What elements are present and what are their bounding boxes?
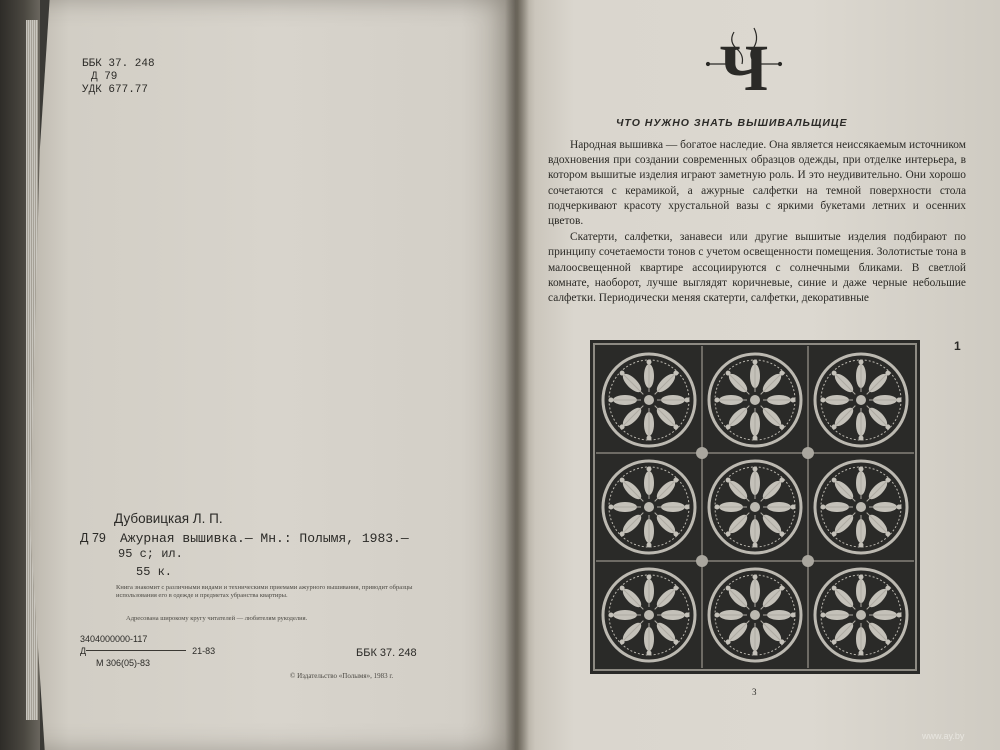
card-price: 55 к. xyxy=(136,565,173,579)
medallion xyxy=(603,461,695,553)
paragraph: Скатерти, салфетки, занавеси или другие вышитые изделия подбирают по принципу сочетаемости тонов с учетом освещенности помещения. Золотистые тона в малоосвещенной квартире ассоциируются с солнечными бликами. В светлой комнате, наоборот, лучше выглядят коричневые, синие и даже черные небольшие салфетки. Периодически меняя скатерти, салфетки, декоративные xyxy=(548,231,966,305)
m-code: М 306(05)-83 xyxy=(96,658,151,668)
medallion xyxy=(815,569,907,661)
figure-number: 1 xyxy=(954,339,961,353)
card-author: Дубовицкая Л. П. xyxy=(114,511,223,526)
class-code: Д 79 xyxy=(91,71,118,83)
copyright-line: © Издательство «Полымя», 1983 г. xyxy=(290,672,394,680)
card-bbk: ББК 37. 248 xyxy=(356,647,417,659)
medallion xyxy=(709,354,801,446)
isbn-fraction-row xyxy=(80,645,215,657)
card-class-code: Д 79 xyxy=(80,531,106,545)
bbk-code: ББК 37. 248 xyxy=(82,58,155,70)
watermark: www.ay.by xyxy=(922,731,965,741)
medallion xyxy=(815,461,907,553)
paragraph: Народная вышивка — богатое наследие. Она является неиссякаемым источником вдохновения при создании современных образцов одежды, при отделке интерьера, в котором вышитые изделия играют заметную роль. И это неудивительно. Они хорошо сочетаются с керамикой, а ажурные салфетки на темной поверхности стола подчеркивают красоту хрустальной вазы с яркими букетами летних и осенних цветов. xyxy=(548,139,966,228)
decorative-initial xyxy=(704,20,784,110)
chapter-title: ЧТО НУЖНО ЗНАТЬ ВЫШИВАЛЬЩИЦЕ xyxy=(616,117,848,129)
medallion xyxy=(709,461,801,553)
card-pages-line: 95 с; ил. xyxy=(118,547,183,561)
classification-codes xyxy=(82,58,155,97)
medallion xyxy=(815,354,907,446)
card-isbn-block xyxy=(80,633,215,669)
medallion xyxy=(603,354,695,446)
fraction-line xyxy=(86,650,186,651)
medallion-grid xyxy=(603,354,907,661)
embroidery-figure xyxy=(590,340,920,674)
isbn-suffix: 21-83 xyxy=(192,646,216,656)
card-title-line: Ажурная вышивка.— Мн.: Полымя, 1983.— xyxy=(120,531,409,546)
book-gutter xyxy=(505,0,529,750)
medallion xyxy=(709,569,801,661)
body-text xyxy=(548,138,966,306)
card-annotation: Книга знакомит с различными видами и техническими приемами ажурного вышивания, приводит образцы использования его в одежде и предметах убранства квартиры. xyxy=(116,584,413,599)
medallion xyxy=(603,569,695,661)
isbn-number: 3404000000-117 xyxy=(80,634,148,644)
udk-code: УДК 677.77 xyxy=(82,84,149,96)
page-number: 3 xyxy=(752,687,757,697)
card-audience: Адресована широкому кругу читателей — любителям рукоделия. xyxy=(126,615,308,622)
isbn-prefix: Д xyxy=(80,646,87,656)
initial-letter: Ч xyxy=(719,32,769,105)
